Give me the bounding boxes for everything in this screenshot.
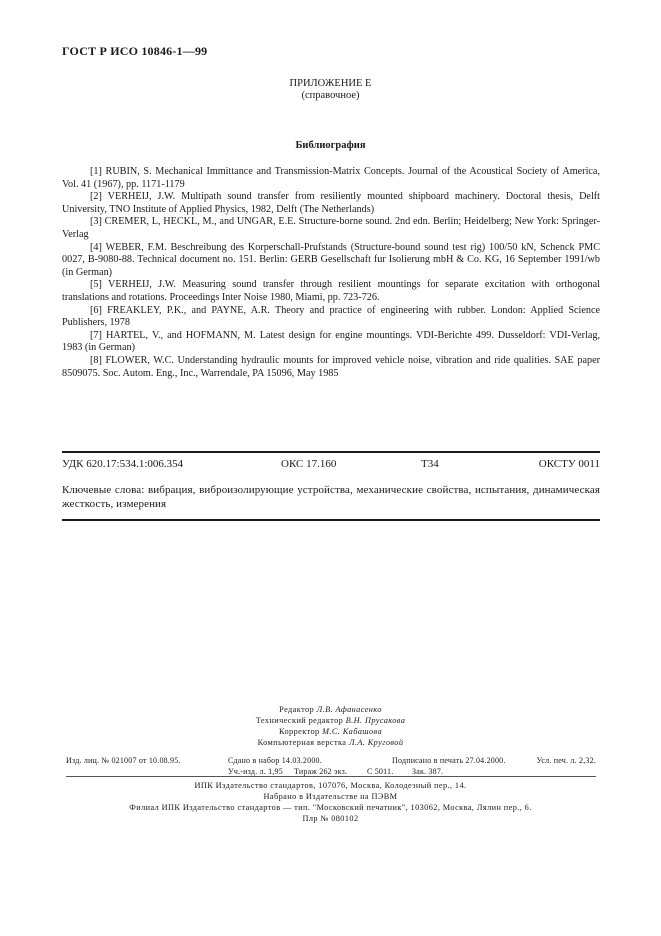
bibliography-title: Библиография	[295, 140, 366, 151]
credits-block	[0, 704, 661, 748]
order-number: Зак. 387.	[412, 767, 444, 776]
reference-item: [1] RUBIN, S. Mechanical Immittance and Transmission-Matrix Concepts. Journal of the Acoustical Society of America, Vol. 41 (1967), pp. 1171-1179	[62, 166, 600, 190]
bibliography-list	[62, 166, 600, 380]
publication-details	[66, 755, 596, 777]
license: Изд. лиц. № 021007 от 10.08.95.	[66, 756, 181, 765]
reference-item: [8] FLOWER, W.C. Understanding hydraulic mounts for improved vehicle noise, vibration and ride qualities. SAE paper 8509075. Soc. Autom. Eng., Inc., Warrendale, PA 15096, May 1985	[62, 354, 600, 379]
keywords: Ключевые слова: вибрация, виброизолирующие устройства, механические свойства, испытания, динамическая жесткость, измерения	[62, 484, 600, 510]
oks-code: ОКС 17.160	[281, 458, 337, 470]
layout-line: Компьютерная верстка Л.А. Круговой	[257, 738, 404, 747]
print-run: Тираж 262 экз.	[294, 767, 348, 776]
reference-item: [5] VERHEIJ, J.W. Measuring sound transfer through resilient mountings for separate excitation with orthogonal translations and rotations. Proceedings Inter Noise 1980, Miami, pp. 723-726.	[62, 279, 600, 303]
tech-editor-line: Технический редактор В.Н. Прусакова	[255, 716, 406, 725]
proofreader-line: Корректор М.С. Кабашова	[278, 727, 383, 736]
pub-sheets: Уч.-изд. л. 1,95	[228, 767, 283, 776]
printer-line-1: ИПК Издательство стандартов, 107076, Москва, Колодезный пер., 14.	[194, 781, 467, 790]
reference-item: [4] WEBER, F.M. Beschreibung des Korperschall-Prufstands (Structure-bound sound test rig) 100/50 kN, Schenck PMC 0027, B-9080-88. Technical document no. 151. Berlin: GERB Gesellschaft fur Isolierung mbH & Co. KG, 16 September 1991/wb (in German)	[62, 241, 600, 278]
reference-item: [2] VERHEIJ, J.W. Multipath sound transfer from resiliently mounted shipboard machinery. Doctoral thesis, Delft University, TNO Institute of Applied Physics, 1982, Delft (The Netherlands)	[62, 191, 600, 215]
divider-top	[62, 451, 600, 453]
standard-number: ГОСТ Р ИСО 10846-1—99	[62, 44, 208, 58]
reference-item: [6] FREAKLEY, P.K., and PAYNE, A.R. Theory and practice of engineering with rubber. London: Applied Science Publishers, 1978	[62, 304, 600, 329]
printer-line-3: Филиал ИПК Издательство стандартов — тип. "Московский печатник", 103062, Москва, Лялин пер., 6.	[129, 803, 532, 812]
divider-bottom	[62, 519, 600, 521]
appendix-heading	[0, 78, 661, 102]
appendix-title: ПРИЛОЖЕНИЕ Е	[289, 78, 372, 89]
signed-date: Подписано в печать 27.04.2000.	[392, 756, 506, 765]
reference-item: [3] CREMER, L, HECKL, M., and UNGAR, E.E. Structure-borne sound. 2nd edn. Berlin; Heidelberg; New York: Springer-Verlag	[62, 216, 600, 240]
appendix-subtitle: (справочное)	[301, 90, 360, 101]
imprint-divider	[66, 776, 596, 777]
editor-line: Редактор Л.В. Афанасенко	[279, 705, 382, 714]
group-code: Т34	[421, 458, 439, 470]
order-c: С 5011.	[367, 767, 394, 776]
set-date: Сдано в набор 14.03.2000.	[228, 756, 322, 765]
reference-item: [7] HARTEL, V., and HOFMANN, M. Latest design for engine mountings. VDI-Berichte 499. Dusseldorf: VDI-Verlag, 1983 (in German)	[62, 329, 600, 354]
udk-code: УДК 620.17:534.1:006.354	[62, 458, 184, 470]
printer-line-4: Плр № 080102	[302, 814, 359, 823]
okstu-code: ОКСТУ 0011	[538, 458, 600, 470]
printer-line-2: Набрано в Издательстве на ПЭВМ	[263, 792, 398, 801]
print-sheets: Усл. печ. л. 2,32.	[536, 756, 596, 765]
printer-block	[0, 780, 661, 824]
